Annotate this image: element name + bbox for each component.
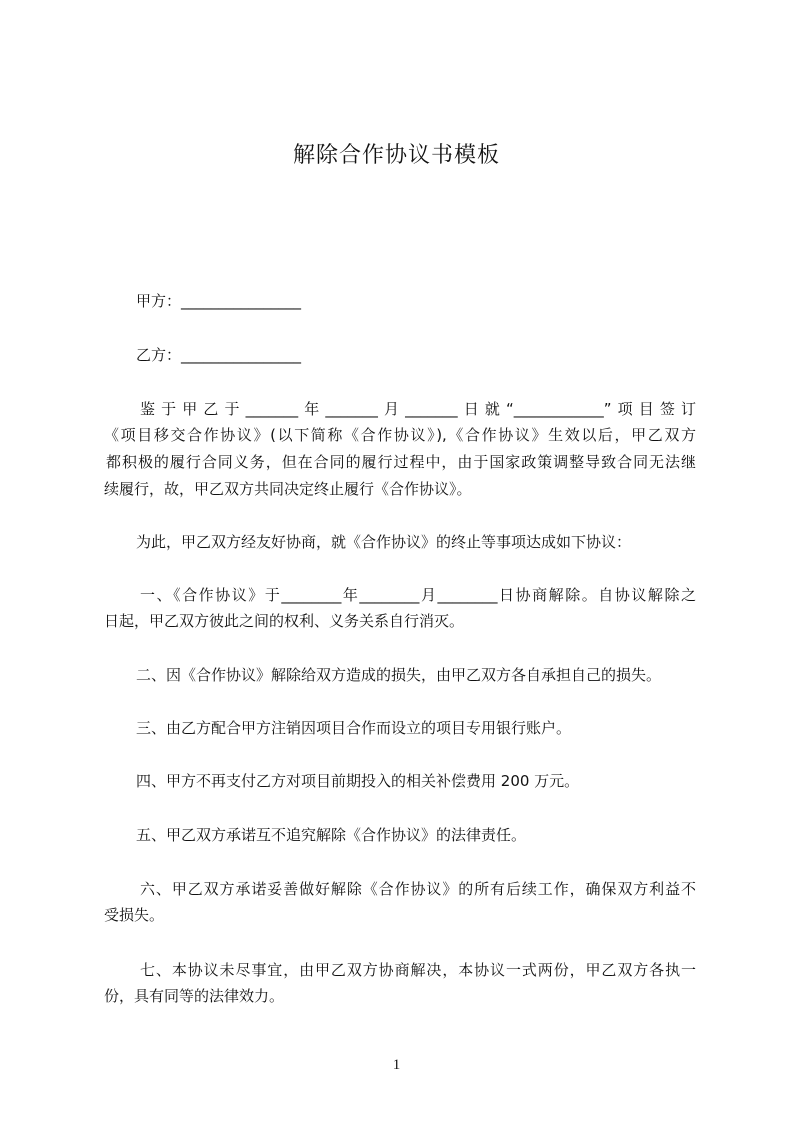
clause-5: 五、甲乙双方承诺互不追究解除《合作协议》的法律责任。 — [136, 826, 527, 844]
clause-4: 四、甲方不再支付乙方对项目前期投入的相关补偿费用 200 万元。 — [136, 772, 580, 790]
clause-7-line-1: 七、本协议未尽事宜，由甲乙双方协商解决，本协议一式两份，甲乙双方各执一 — [140, 961, 696, 979]
intro-paragraph: 为此，甲乙双方经友好协商，就《合作协议》的终止等事项达成如下协议： — [136, 533, 632, 551]
clause-1-line-2: 日起，甲乙双方彼此之间的权利、义务关系自行消灭。 — [104, 612, 465, 630]
recital-line-1: 鉴于甲乙于_______年_______月_______日就“____________”项目签订 — [140, 400, 696, 418]
document-title: 解除合作协议书模板 — [292, 143, 500, 168]
clause-3: 三、由乙方配合甲方注销因项目合作而设立的项目专用银行账户。 — [136, 719, 572, 737]
page-number: 1 — [392, 1057, 401, 1073]
clause-7-line-2: 份，具有同等的法律效力。 — [104, 987, 285, 1005]
recital-line-4: 续履行，故，甲乙双方共同决定终止履行《合作协议》。 — [104, 480, 472, 498]
clause-6-line-2: 受损失。 — [104, 906, 165, 924]
clause-6-line-1: 六、甲乙双方承诺妥善做好解除《合作协议》的所有后续工作，确保双方利益不 — [140, 880, 696, 898]
party-a-line: 甲方：________________ — [136, 292, 302, 310]
recital-line-2: 《项目移交合作协议》(以下简称《合作协议》),《合作协议》生效以后，甲乙双方 — [104, 426, 696, 444]
recital-line-3: 都积极的履行合同义务，但在合同的履行过程中，由于国家政策调整导致合同无法继 — [106, 453, 696, 471]
clause-1-line-1: 一、《合作协议》于________年________月________日协商解除。自协议解除之 — [140, 586, 696, 604]
party-b-line: 乙方：________________ — [136, 346, 302, 364]
clause-2: 二、因《合作协议》解除给双方造成的损失，由甲乙双方各自承担自己的损失。 — [136, 666, 662, 684]
